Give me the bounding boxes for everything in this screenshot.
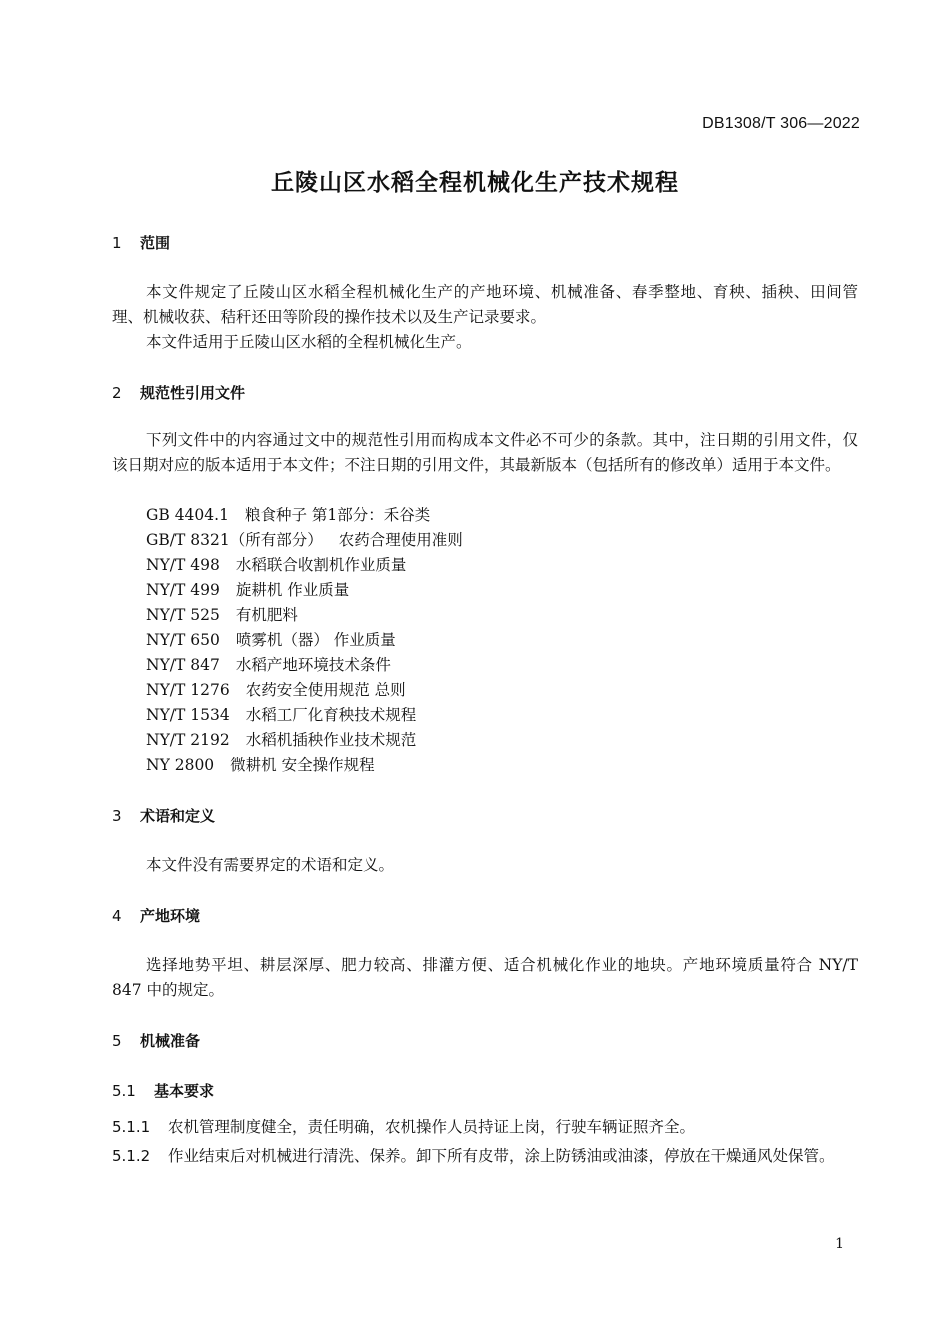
- reference-name: 农药合理使用准则: [338, 531, 463, 549]
- section-number: 5: [112, 1032, 122, 1050]
- reference-item: [146, 728, 846, 753]
- reference-code: NY/T 650: [146, 631, 220, 649]
- reference-code: NY/T 2192: [146, 731, 230, 749]
- section-title: 范围: [140, 234, 171, 252]
- reference-code: GB 4404.1: [146, 506, 229, 524]
- reference-code: NY 2800: [146, 756, 215, 774]
- clause-text: 作业结束后对机械进行清洗、保养。卸下所有皮带，涂上防锈油或油漆，停放在干燥通风处保管。: [168, 1147, 835, 1165]
- section-number: 3: [112, 807, 122, 825]
- reference-name: 有机肥料: [235, 606, 298, 624]
- clause-5-1-2: [112, 1144, 858, 1169]
- section-2-paragraph-1: 下列文件中的内容通过文中的规范性引用而构成本文件必不可少的条款。其中，注日期的引用文件，仅该日期对应的版本适用于本文件；不注日期的引用文件，其最新版本（包括所有的修改单）适用于本文件。: [112, 431, 858, 474]
- reference-item: [146, 753, 846, 778]
- section-number: 1: [112, 234, 122, 252]
- reference-name: 粮食种子 第1部分：禾谷类: [244, 506, 431, 524]
- section-title: 机械准备: [140, 1032, 201, 1050]
- reference-name: 水稻工厂化育秧技术规程: [245, 706, 417, 724]
- section-4-heading: [112, 905, 200, 926]
- section-3-heading: [112, 805, 215, 826]
- reference-item: [146, 503, 846, 528]
- reference-name: 水稻产地环境技术条件: [235, 656, 391, 674]
- section-number: 2: [112, 384, 122, 402]
- standard-code: DB1308/T 306—2022: [702, 115, 860, 132]
- page-number: 1: [835, 1236, 844, 1252]
- reference-item: [146, 578, 846, 603]
- section-title: 术语和定义: [140, 807, 216, 825]
- section-3-paragraph-1: 本文件没有需要界定的术语和定义。: [146, 856, 395, 874]
- clause-5-1-1: [112, 1115, 858, 1140]
- reference-code: NY/T 499: [146, 581, 220, 599]
- reference-item: [146, 603, 846, 628]
- section-1-paragraph-1: 本文件规定了丘陵山区水稻全程机械化生产的产地环境、机械准备、春季整地、育秧、插秧、田间管理、机械收获、秸秆还田等阶段的操作技术以及生产记录要求。: [112, 283, 858, 326]
- clause-number: 5.1.1: [112, 1118, 151, 1136]
- reference-code: NY/T 1534: [146, 706, 230, 724]
- section-2-heading: [112, 382, 245, 403]
- section-1-heading: [112, 232, 170, 253]
- clause-number: 5.1.2: [112, 1147, 151, 1165]
- subsection-number: 5.1: [112, 1082, 136, 1100]
- reference-item: [146, 703, 846, 728]
- reference-name: 水稻联合收割机作业质量: [235, 556, 407, 574]
- section-4-paragraph-1: 选择地势平坦、耕层深厚、肥力较高、排灌方便、适合机械化作业的地块。产地环境质量符合 NY/T 847 中的规定。: [112, 956, 858, 999]
- reference-name: 喷雾机（器） 作业质量: [235, 631, 396, 649]
- section-5-heading: [112, 1030, 200, 1051]
- reference-item: [146, 528, 846, 553]
- reference-name: 水稻机插秧作业技术规范: [245, 731, 417, 749]
- reference-code: NY/T 1276: [146, 681, 230, 699]
- document-title: 丘陵山区水稻全程机械化生产技术规程: [271, 170, 679, 196]
- reference-code: NY/T 498: [146, 556, 220, 574]
- clause-text: 农机管理制度健全，责任明确，农机操作人员持证上岗，行驶车辆证照齐全。: [168, 1118, 696, 1136]
- reference-name: 旋耕机 作业质量: [235, 581, 350, 599]
- reference-item: [146, 628, 846, 653]
- reference-item: [146, 553, 846, 578]
- section-1-paragraph-2: 本文件适用于丘陵山区水稻的全程机械化生产。: [146, 333, 472, 351]
- reference-name: 农药安全使用规范 总则: [245, 681, 406, 699]
- reference-item: [146, 653, 846, 678]
- reference-code: NY/T 847: [146, 656, 220, 674]
- section-number: 4: [112, 907, 122, 925]
- subsection-5-1-heading: [112, 1080, 214, 1101]
- reference-item: [146, 678, 846, 703]
- reference-code: NY/T 525: [146, 606, 220, 624]
- reference-code: GB/T 8321（所有部分）: [146, 531, 323, 549]
- reference-name: 微耕机 安全操作规程: [230, 756, 375, 774]
- section-title: 规范性引用文件: [140, 384, 246, 402]
- normative-references-list: [146, 503, 846, 778]
- subsection-title: 基本要求: [154, 1082, 215, 1100]
- section-title: 产地环境: [140, 907, 201, 925]
